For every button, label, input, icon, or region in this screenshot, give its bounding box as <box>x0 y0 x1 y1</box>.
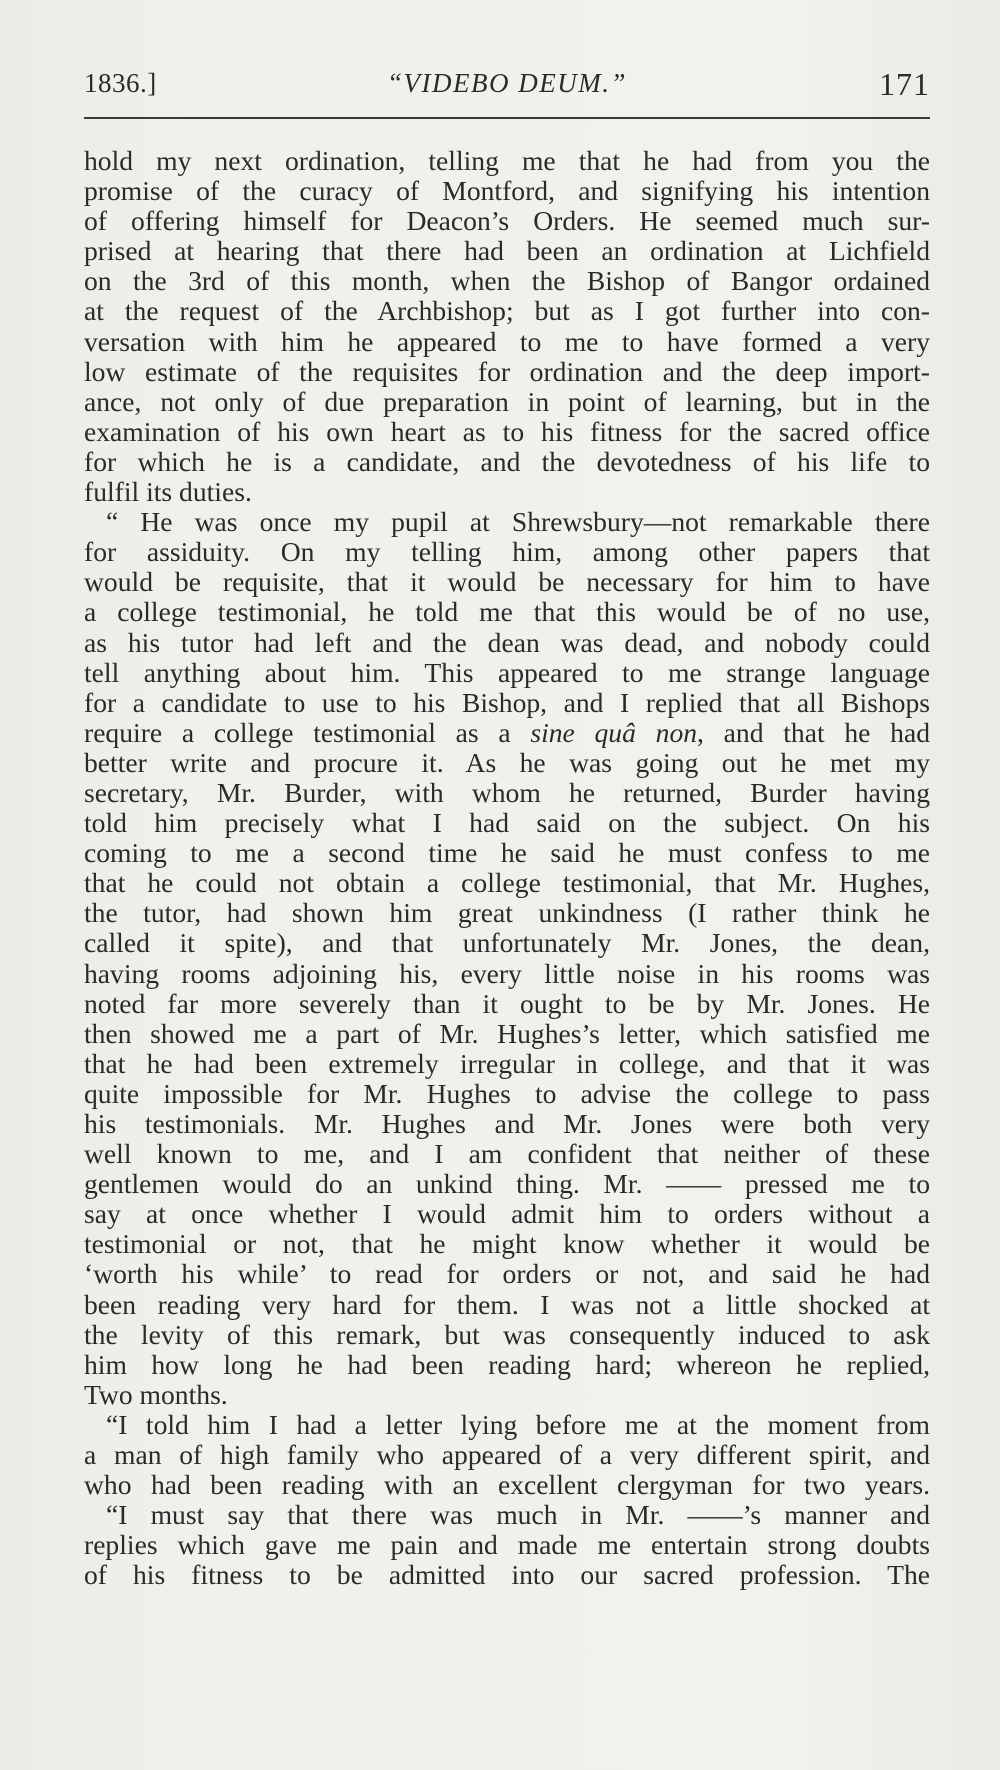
text-line: secretary, Mr. Burder, with whom he returned, Burder having <box>84 776 930 808</box>
text-line: his testimonials. Mr. Hughes and Mr. Jones were both very <box>84 1108 930 1139</box>
text-line: well known to me, and I am confident that neither of these <box>84 1138 930 1170</box>
text-line: coming to me a second time he said he must confess to me <box>84 837 930 869</box>
text-line: say at once whether I would admit him to orders without a <box>84 1198 930 1230</box>
page-number: 171 <box>879 66 930 102</box>
paragraph-1 <box>84 146 930 507</box>
text-line: ance, not only of due preparation in point of learning, but in the <box>84 385 930 417</box>
text-fragment: , and that he had <box>697 716 930 748</box>
text-line: of offering himself for Deacon’s Orders. He seemed much sur- <box>84 205 930 237</box>
text-line: “ He was once my pupil at Shrewsbury—not remarkable there <box>106 506 930 538</box>
text-line: the tutor, had shown him great unkindness (I rather think he <box>84 897 930 929</box>
italic-phrase: sine quâ non <box>530 716 698 748</box>
text-line: better write and procure it. As he was going out he met my <box>84 746 930 778</box>
text-line: versation with him he appeared to me to have formed a very <box>84 325 930 357</box>
text-line: examination of his own heart as to his fitness for the sacred office <box>84 415 930 447</box>
text-line: who had been reading with an excellent clergyman for two years. <box>84 1469 930 1501</box>
text-line: replies which gave me pain and made me entertain strong doubts <box>84 1529 930 1561</box>
text-line: ‘worth his while’ to read for orders or not, and said he had <box>84 1258 930 1290</box>
text-line: told him precisely what I had said on the subject. On his <box>84 807 930 839</box>
text-line: prised at hearing that there had been an ordination at Lichfield <box>84 235 930 267</box>
text-line: been reading very hard for them. I was not a little shocked at <box>84 1288 930 1320</box>
text-line: low estimate of the requisites for ordination and the deep import- <box>84 355 930 387</box>
paragraph-4 <box>84 1500 930 1590</box>
running-title: “VIDEBO DEUM.” <box>387 68 627 98</box>
text-line: fulfil its duties. <box>84 476 252 508</box>
text-line: Two months. <box>84 1378 228 1410</box>
text-line: then showed me a part of Mr. Hughes’s letter, which satisfied me <box>84 1017 930 1049</box>
text-line: for a candidate to use to his Bishop, and I replied that all Bishops <box>84 686 930 718</box>
text-line: quite impossible for Mr. Hughes to advise the college to pass <box>84 1077 930 1109</box>
paragraph-2 <box>84 507 930 1410</box>
text-line: that he could not obtain a college testimonial, that Mr. Hughes, <box>84 867 930 899</box>
text-line: would be requisite, that it would be necessary for him to have <box>84 566 930 598</box>
text-line: promise of the curacy of Montford, and signifying his intention <box>84 175 930 207</box>
header-rule <box>84 117 930 119</box>
text-line: a man of high family who appeared of a very different spirit, and <box>84 1439 930 1471</box>
running-header <box>84 62 930 102</box>
text-line: called it spite), and that unfortunately Mr. Jones, the dean, <box>84 927 930 959</box>
text-line: for assiduity. On my telling him, among other papers that <box>84 536 930 568</box>
text-line: testimonial or not, that he might know whether it would be <box>84 1228 930 1260</box>
paragraph-3 <box>84 1410 930 1500</box>
text-line: that he had been extremely irregular in college, and that it was <box>84 1047 930 1079</box>
text-line: having rooms adjoining his, every little noise in his rooms was <box>84 957 930 989</box>
body-text <box>84 146 930 1591</box>
text-line: him how long he had been reading hard; whereon he replied, <box>84 1348 930 1380</box>
text-fragment: require a college testimonial as a <box>84 716 531 748</box>
text-line: a college testimonial, he told me that this would be of no use, <box>84 596 930 628</box>
text-line-with-italic <box>84 718 930 748</box>
text-line: “I must say that there was much in Mr. ——’s manner and <box>106 1499 930 1531</box>
text-line: tell anything about him. This appeared to me strange language <box>84 656 930 688</box>
text-line: hold my next ordination, telling me that he had from you the <box>84 145 930 176</box>
text-line: of his fitness to be admitted into our sacred profession. The <box>84 1559 930 1591</box>
text-line: at the request of the Archbishop; but as I got further into con- <box>84 295 930 327</box>
text-line: the levity of this remark, but was consequently induced to ask <box>84 1318 930 1350</box>
text-line: on the 3rd of this month, when the Bishop of Bangor ordained <box>84 265 930 297</box>
text-line: “I told him I had a letter lying before me at the moment from <box>106 1408 930 1440</box>
text-line: noted far more severely than it ought to be by Mr. Jones. He <box>84 987 930 1019</box>
text-line: gentlemen would do an unkind thing. Mr. —— pressed me to <box>84 1168 930 1200</box>
header-year: 1836.] <box>84 68 157 98</box>
text-line: as his tutor had left and the dean was dead, and nobody could <box>84 626 930 658</box>
text-line: for which he is a candidate, and the devotedness of his life to <box>84 445 930 477</box>
